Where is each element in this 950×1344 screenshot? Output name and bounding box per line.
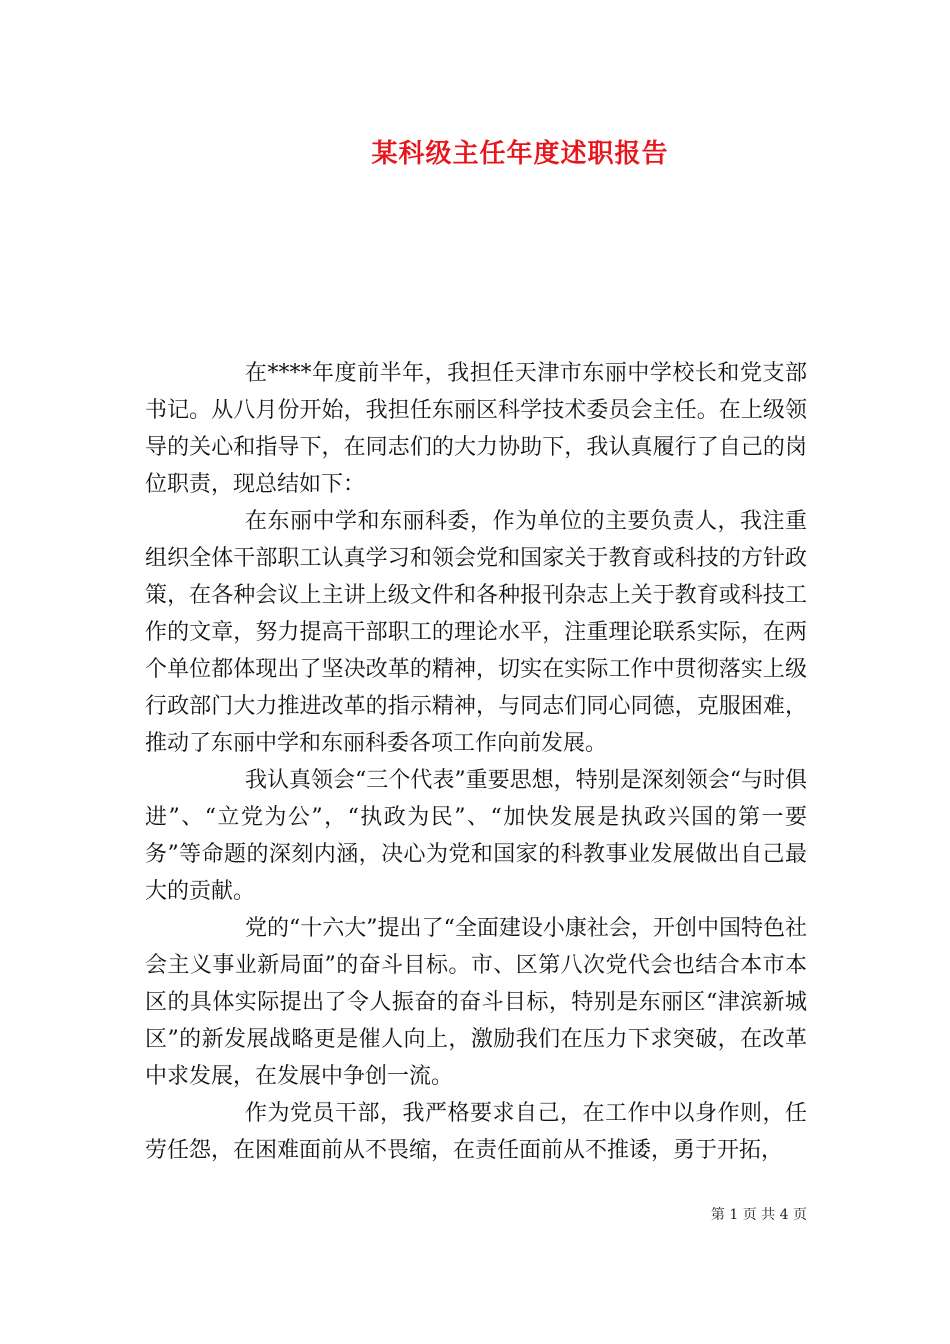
paragraph-1: 在****年度前半年，我担任天津市东丽中学校长和党支部书记。从八月份开始，我担任东丽区科学技术委员会主任。在上级领导的关心和指导下，在同志们的大力协助下，我认真履行了自己的岗位职责，现总结如下：	[145, 361, 807, 497]
document-title: 某科级主任年度述职报告	[371, 139, 669, 169]
paragraph-2: 在东丽中学和东丽科委，作为单位的主要负责人，我注重组织全体干部职工认真学习和领会党和国家关于教育或科技的方针政策，在各种会议上主讲上级文件和各种报刊杂志上关于教育或科技工作的文章，努力提高干部职工的理论水平，注重理论联系实际，在两个单位都体现出了坚决改革的精神，切实在实际工作中贯彻落实上级行政部门大力推进改革的指示精神，与同志们同心同德，克服困难，推动了东丽中学和东丽科委各项工作向前发展。	[145, 509, 807, 756]
page-number-footer: 第 1 页 共 4 页	[710, 1207, 807, 1223]
paragraph-3: 我认真领会“三个代表”重要思想，特别是深刻领会“与时俱进”、“立党为公”，“执政为民”、“加快发展是执政兴国的第一要务”等命题的深刻内涵，决心为党和国家的科教事业发展做出自己最大的贡献。	[145, 768, 807, 904]
paragraph-4: 党的“十六大”提出了“全面建设小康社会，开创中国特色社会主义事业新局面”的奋斗目标。市、区第八次党代会也结合本市本区的具体实际提出了令人振奋的奋斗目标，特别是东丽区“津滨新城区”的新发展战略更是催人向上，激励我们在压力下求突破，在改革中求发展，在发展中争创一流。	[145, 916, 807, 1089]
document-body	[145, 355, 807, 1169]
paragraph-5: 作为党员干部，我严格要求自己，在工作中以身作则，任劳任怨，在困难面前从不畏缩，在责任面前从不推诿，勇于开拓，	[145, 1101, 807, 1163]
